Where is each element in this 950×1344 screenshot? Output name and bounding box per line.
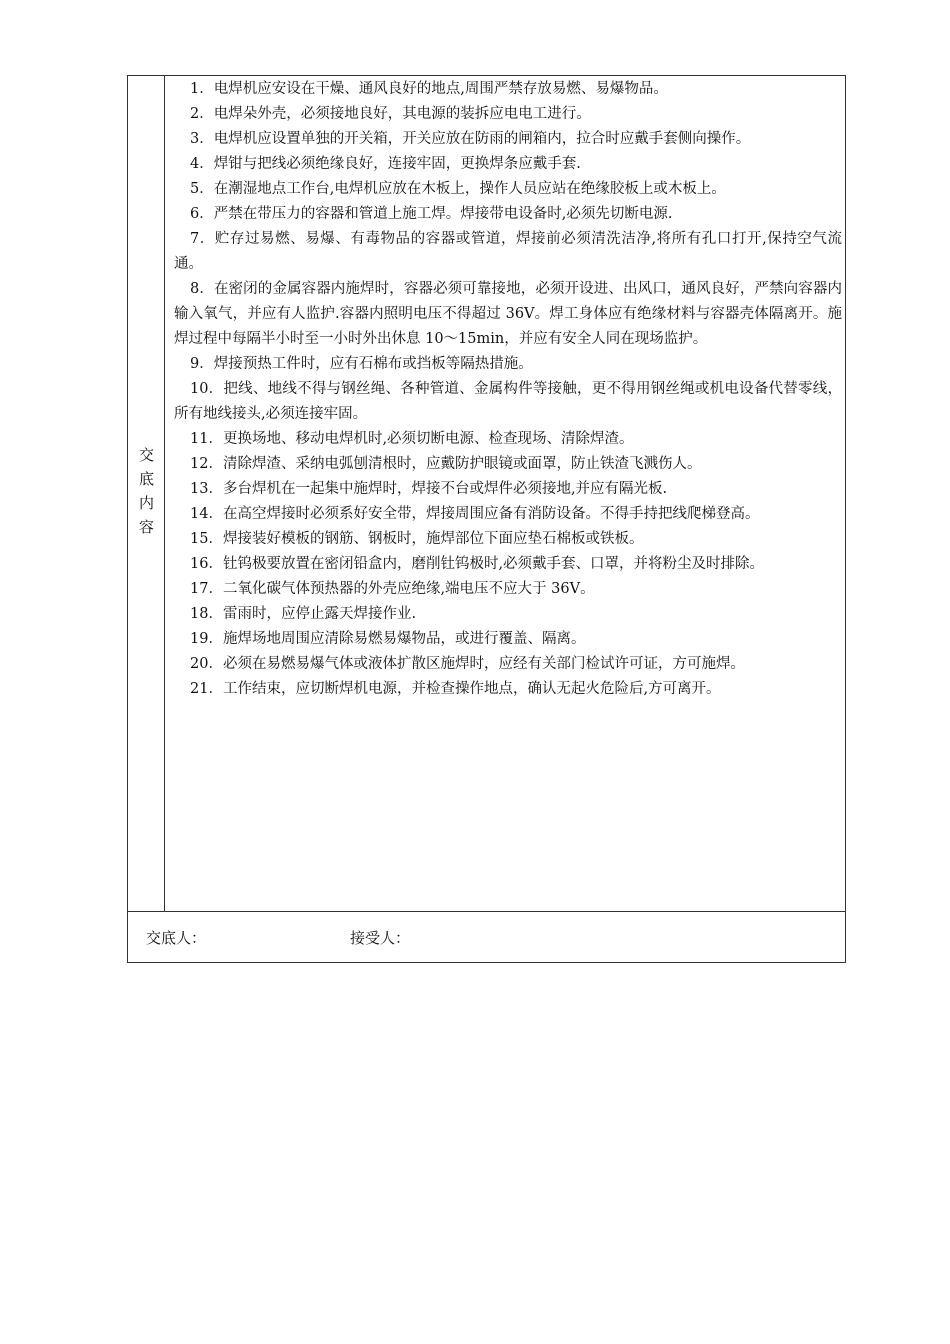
briefing-item: 15．焊接装好模板的钢筋、钢板时，施焊部位下面应垫石棉板或铁板。 <box>190 531 644 547</box>
briefing-item: 12．清除焊渣、采纳电弧刨清根时，应戴防护眼镜或面罩，防止铁渣飞溅伤人。 <box>190 456 702 472</box>
briefing-item: 2．电焊朵外壳，必须接地良好，其电源的装拆应电电工进行。 <box>190 106 591 122</box>
briefing-item: 14．在高空焊接时必须系好安全带，焊接周围应备有消防设备。不得手持把线爬梯登高。 <box>190 506 760 522</box>
section-label-char: 容 <box>138 518 154 536</box>
briefing-item: 5．在潮湿地点工作台,电焊机应放在木板上，操作人员应站在绝缘胶板上或木板上。 <box>190 181 726 197</box>
briefing-item: 10．把线、地线不得与钢丝绳、各种管道、金属构件等接触，更不得用钢丝绳或机电设备代替零线，所有地线接头,必须连接牢固。 <box>174 381 842 422</box>
section-label <box>128 443 165 539</box>
briefing-item: 13．多台焊机在一起集中施焊时，焊接不台或焊件必须接地,并应有隔光板. <box>190 481 668 497</box>
briefing-item: 18．雷雨时，应停止露天焊接作业. <box>190 606 417 622</box>
section-label-char: 交 <box>138 446 154 464</box>
briefing-item: 19．施焊场地周围应清除易燃易爆物品，或进行覆盖、隔离。 <box>190 631 586 647</box>
section-label-char: 内 <box>138 494 154 512</box>
briefing-content-row <box>128 76 845 912</box>
briefing-item: 20．必须在易燃易爆气体或液体扩散区施焊时，应经有关部门检试许可证，方可施焊。 <box>190 656 745 672</box>
safety-briefing-table <box>127 75 846 963</box>
section-label-cell <box>128 76 165 911</box>
signature-row <box>128 912 845 962</box>
briefing-items-list <box>174 76 842 702</box>
briefing-item: 8．在密闭的金属容器内施焊时，容器必须可靠接地，必须开设进、出风口，通风良好，严禁向容器内输入氧气，并应有人监护.容器内照明电压不得超过 36V。焊工身体应有绝缘材料与容器壳体隔离开。施焊过程中每隔半小时至一小时外出休息 10～15min，并应有安全人同在现场监护。 <box>174 281 842 347</box>
briefing-item: 4．焊钳与把线必须绝缘良好，连接牢固，更换焊条应戴手套. <box>190 156 581 172</box>
briefing-item: 17．二氧化碳气体预热器的外壳应绝缘,端电压不应大于 36V。 <box>190 581 595 597</box>
briefing-item: 21．工作结束，应切断焊机电源，并检查操作地点，确认无起火危险后,方可离开。 <box>190 681 721 697</box>
briefing-item: 9．焊接预热工件时，应有石棉布或挡板等隔热措施。 <box>190 356 533 372</box>
briefing-item: 11．更换场地、移动电焊机时,必须切断电源、检查现场、清除焊渣。 <box>190 431 634 447</box>
presenter-label: 交底人： <box>146 929 207 947</box>
briefing-item: 16．钍钨极要放置在密闭铅盒内，磨削钍钨极时,必须戴手套、口罩，并将粉尘及时排除。 <box>190 556 765 572</box>
briefing-item: 6．严禁在带压力的容器和管道上施工焊。焊接带电设备时,必须先切断电源. <box>190 206 673 222</box>
briefing-item: 7．贮存过易燃、易爆、有毒物品的容器或管道，焊接前必须清洗洁净,将所有孔口打开,保持空气流通。 <box>174 231 842 272</box>
section-label-char: 底 <box>138 470 154 488</box>
briefing-item: 1．电焊机应安设在干燥、通风良好的地点,周围严禁存放易燃、易爆物品。 <box>190 81 668 97</box>
receiver-label: 接受人： <box>350 929 411 947</box>
briefing-item: 3．电焊机应设置单独的开关箱，开关应放在防雨的闸箱内，拉合时应戴手套侧向操作。 <box>190 131 751 147</box>
